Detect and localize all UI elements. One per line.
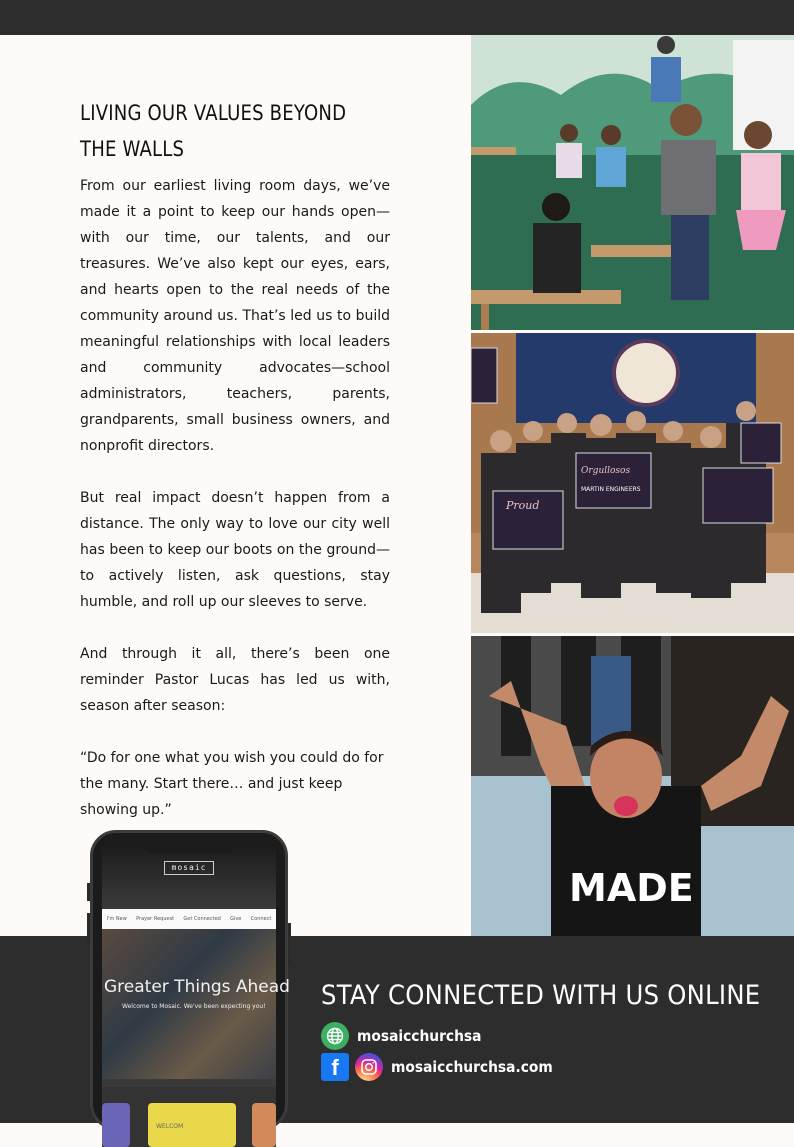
website-cards [102, 1087, 276, 1147]
website-subheadline: Welcome to Mosaic. We've been expecting you! [122, 1003, 266, 1010]
website-url-text: mosaicchurchsa.com [391, 1058, 553, 1076]
phone-side-button [288, 923, 291, 963]
quote: “Do for one what you wish you could do for the many. Start there… and just keep showing up.” [80, 750, 384, 818]
nav-item-new[interactable]: I'm New [106, 916, 127, 922]
social-row[interactable] [321, 1053, 567, 1081]
facebook-icon[interactable]: f [321, 1053, 349, 1081]
paragraph-3: And through it all, there’s been one reminder Pastor Lucas has led us with, season after season: [80, 646, 390, 714]
shirt-made-text: MADE [569, 866, 694, 910]
paragraph-1: From our earliest living room days, we’ve made it a point to keep our hands open—with our time, our talents, and our treasures. We’ve also kept our eyes, ears, and hearts open to the real needs of the community around us. That’s led us to build meaningful relationships with local leaders and community advocates—school administrators, teachers, parents, grandparents, small business owners, and nonprofit directors. [80, 178, 390, 454]
website-card-welcome[interactable] [148, 1103, 236, 1147]
website-card[interactable] [102, 1103, 130, 1147]
article [80, 95, 390, 849]
children-playing-photo [471, 35, 794, 330]
phone-notch [141, 833, 237, 853]
phone-mockup [90, 830, 288, 1130]
connect-heading: STAY CONNECTED WITH US ONLINE [321, 980, 761, 1011]
group-holding-signs-photo [471, 333, 794, 633]
website-header [102, 847, 276, 909]
website-card[interactable] [252, 1103, 276, 1147]
instagram-icon[interactable] [355, 1053, 383, 1081]
sign-orgullosos-label: Orgullosos [581, 466, 631, 476]
nav-item-connect[interactable]: Connect [250, 916, 272, 922]
card-welcome-text: WELCOM [156, 1123, 184, 1130]
website-nav [102, 909, 276, 929]
top-band [0, 0, 794, 35]
nav-item-prayer[interactable]: Prayer Request [136, 916, 175, 922]
nav-item-connected[interactable]: Get Connected [183, 916, 221, 922]
nav-item-give[interactable]: Give [230, 916, 242, 922]
website-headline: Greater Things Ahead [104, 977, 290, 997]
handle-text: mosaicchurchsa [357, 1027, 482, 1045]
website-handle-row[interactable] [321, 1022, 492, 1050]
article-title: LIVING OUR VALUES BEYOND THE WALLS [80, 101, 347, 161]
baptism-celebration-photo [471, 636, 794, 936]
phone-side-button [87, 883, 90, 901]
sign-proud-label: Proud [506, 499, 540, 512]
mosaic-logo: mosaic [164, 861, 214, 875]
sign-engineers-label: MARTIN ENGINEERS [581, 486, 641, 493]
paragraph-2: But real impact doesn’t happen from a distance. The only way to love our city well has been to keep our boots on the ground—to actively listen, ask questions, stay humble, and roll up our sleeves to serve. [80, 490, 390, 610]
phone-screen [102, 847, 290, 1137]
phone-side-button [87, 913, 90, 943]
globe-icon [321, 1022, 349, 1050]
